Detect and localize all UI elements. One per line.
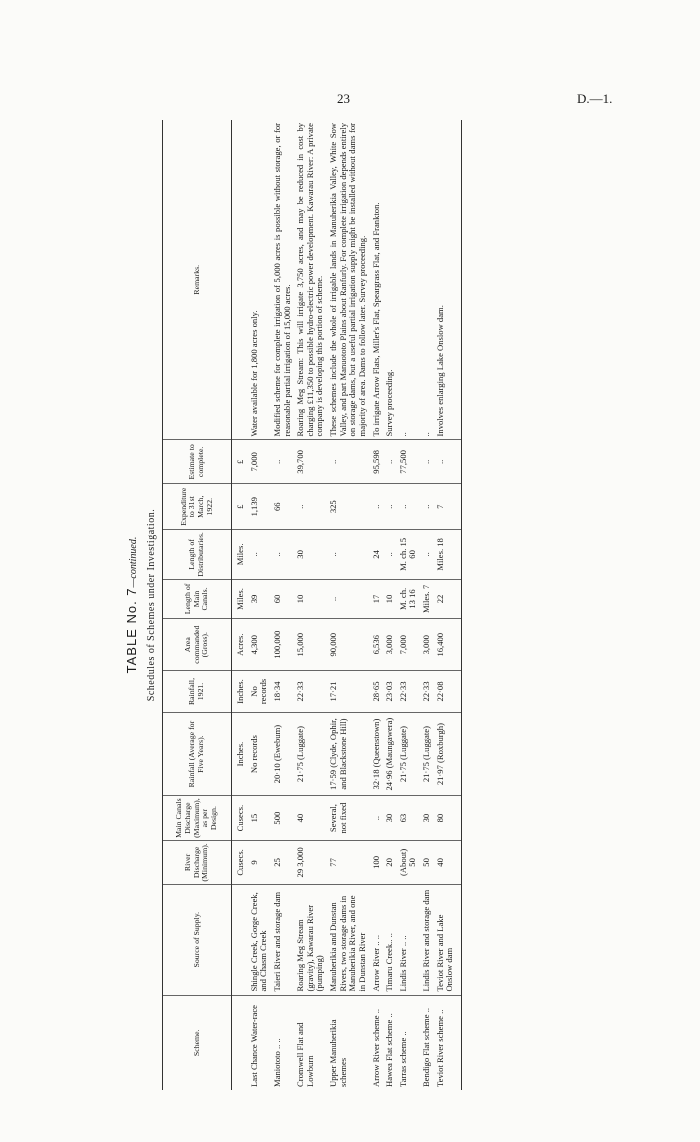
table-title-suffix: —continued. [128, 536, 139, 588]
header-rainfall-average: Rainfall (Average for Five Years). [163, 712, 232, 795]
cell-expenditure: .. [420, 484, 434, 530]
header-main-canals: Length of Main Canals. [163, 579, 232, 619]
cell-rainfall-avg: 21·75 (Luggate) [397, 712, 420, 795]
cell-area: 90,000 [327, 619, 370, 671]
cell-canal-discharge: 30 [420, 796, 434, 841]
table-row [327, 120, 370, 1090]
cell-canal-discharge: 40 [294, 796, 327, 841]
cell-area: 3,000 [420, 619, 434, 671]
cell-main-canals: 60 [271, 579, 294, 619]
cell-distributaries: .. [271, 530, 294, 579]
unit-distributaries: Miles. [232, 530, 248, 579]
cell-distributaries: M. ch. 15 60 [397, 530, 420, 579]
cell-main-canals: 10 [383, 579, 397, 619]
cell-rainfall-avg: 20·10 (Ewebum) [271, 712, 294, 795]
schemes-table [162, 120, 462, 1090]
cell-scheme: Last Chance Water-race [248, 1004, 259, 1087]
header-expenditure: Expenditure to 31st March, 1922. [163, 484, 232, 530]
rotated-table-area [120, 120, 600, 1090]
cell-source: Lindis River .. .. [397, 884, 420, 995]
table-row [397, 120, 420, 1090]
cell-rainfall-avg: 21·75 (Luggate) [420, 712, 434, 795]
cell-estimate: 95,598 [370, 440, 384, 484]
cell-source: Manuherikia and Dunstan Rivers, two storage dams in Manuherikia River, and one in Dunstan River [327, 884, 370, 995]
cell-estimate: .. [383, 440, 397, 484]
cell-source: Roaring Meg Stream (gravity), Kawarau River (pumping) [294, 884, 327, 995]
unit-area: Acres. [232, 619, 248, 671]
cell-canal-discharge: Several, not fixed [327, 796, 370, 841]
table-title [124, 120, 139, 1090]
unit-estimate: £ [232, 440, 248, 484]
cell-remarks: Involves enlarging Lake Onslow dam. [434, 120, 462, 440]
page-number: 23 [337, 91, 350, 106]
table-title-text: TABLE No. 7 [124, 587, 139, 674]
header-distributaries: Length of Distributaries. [163, 530, 232, 579]
cell-estimate: 39,700 [294, 440, 327, 484]
cell-scheme: Teviot River scheme .. [434, 995, 462, 1090]
cell-canal-discharge: 80 [434, 796, 462, 841]
cell-distributaries: .. [327, 530, 370, 579]
cell-rainfall-avg: No records [248, 712, 271, 795]
cell-area: 100,000 [271, 619, 294, 671]
cell-rainfall-1921: 23·03 [383, 671, 397, 713]
header-source: Source of Supply. [163, 884, 232, 995]
cell-remarks: To irrigate Arrow Flats, Miller's Flat, Speargrass Flat, and Frankton. [370, 120, 384, 440]
cell-expenditure: 1,139 [248, 484, 271, 530]
cell-source: Timaru Creek.. .. [383, 884, 397, 995]
header-estimate: Estimate to complete. [163, 440, 232, 484]
cell-distributaries: .. [248, 530, 271, 579]
cell-river-discharge: 40 [434, 840, 462, 884]
header-canal-discharge: Main Canals Discharge (Maximum), as per Design. [163, 796, 232, 841]
cell-rainfall-1921: 22·33 [397, 671, 420, 713]
cell-expenditure: .. [383, 484, 397, 530]
cell-expenditure: .. [370, 484, 384, 530]
unit-river-discharge: Cusecs. [232, 840, 248, 884]
cell-rainfall-1921: 17·21 [327, 671, 370, 713]
unit-canal-discharge: Cusecs. [232, 796, 248, 841]
cell-area: 3,000 [383, 619, 397, 671]
header-remarks: Remarks. [163, 120, 232, 440]
cell-main-canals: 17 [370, 579, 384, 619]
cell-rainfall-1921: 18·34 [271, 671, 294, 713]
table-row [271, 120, 294, 1090]
cell-expenditure: 7 [434, 484, 462, 530]
unit-expenditure: £ [232, 484, 248, 530]
cell-source: Taieri River and storage dam [271, 884, 294, 995]
unit-main-canals: Miles. [232, 579, 248, 619]
cell-area: 16,400 [434, 619, 462, 671]
table-row [294, 120, 327, 1090]
header-row [163, 120, 232, 1090]
cell-scheme: Arrow River scheme .. [370, 1008, 381, 1087]
cell-remarks: .. [397, 120, 420, 440]
cell-river-discharge: 77 [327, 840, 370, 884]
cell-remarks: Modified scheme for complete irrigation of 5,000 acres is possible without storage, or for reasonable partial irrigation of 15,000 acres. [271, 120, 294, 440]
page-reference: D.—1. [577, 91, 613, 106]
cell-remarks: .. [420, 120, 434, 440]
unit-rainfall-1921: Inches. [232, 671, 248, 713]
table-row [434, 120, 462, 1090]
cell-source: Teviot River and Lake Onslow dam [434, 884, 462, 995]
cell-main-canals: 39 [248, 579, 271, 619]
cell-canal-discharge: 63 [397, 796, 420, 841]
cell-rainfall-avg: 21·97 (Roxburgh) [434, 712, 462, 795]
header-rainfall-1921: Rainfall, 1921. [163, 671, 232, 713]
cell-remarks: Roaring Meg Stream: This will irrigate 3,750 acres, and may be reduced in cost by charging £11,350 to possible hydro-electric power development. Kawarau River: A private company is developing this portion of scheme. [294, 120, 327, 440]
cell-scheme: Hawea Flat scheme .. [384, 1013, 395, 1087]
cell-remarks: Survey proceeding. [383, 120, 397, 440]
cell-rainfall-avg: 32·18 (Queenstown) [370, 712, 384, 795]
cell-area: 4,300 [248, 619, 271, 671]
cell-expenditure: 325 [327, 484, 370, 530]
cell-remarks: These schemes include the whole of irrigable lands in Manuherikia Valley, White Sow Valley, and part Manuototo Plains about Ranfurly. For complete irrigation depends entirely on storage dams, but a useful partial irrigation supply might be installed without dams for majority of area. Dams to follow later. Survey proceeding. [327, 120, 370, 440]
cell-river-discharge: 9 [248, 840, 271, 884]
cell-canal-discharge: .. [370, 796, 384, 841]
cell-rainfall-avg: 24·96 (Maungawera) [383, 712, 397, 795]
cell-river-discharge: 29 3,000 [294, 840, 327, 884]
cell-main-canals: M. ch. 13 16 [397, 579, 420, 619]
cell-source: Shingle Creek, Gorge Creek, and Chasm Creek [248, 884, 271, 995]
cell-estimate: 7,000 [248, 440, 271, 484]
cell-main-canals: .. [327, 579, 370, 619]
cell-scheme: Upper Manuherikia schemes [328, 1019, 348, 1087]
cell-remarks: Water available for 1,800 acres only. [248, 120, 271, 440]
table-row [370, 120, 384, 1090]
table-body [248, 120, 462, 1090]
cell-estimate: .. [327, 440, 370, 484]
cell-river-discharge: 25 [271, 840, 294, 884]
cell-expenditure: 66 [271, 484, 294, 530]
cell-rainfall-1921: 22·08 [434, 671, 462, 713]
cell-rainfall-1921: 22·33 [294, 671, 327, 713]
table-row [420, 120, 434, 1090]
cell-rainfall-1921: 22·33 [420, 671, 434, 713]
cell-estimate: 77,500 [397, 440, 420, 484]
cell-distributaries: 30 [294, 530, 327, 579]
cell-main-canals: Miles. 7 [420, 579, 434, 619]
cell-rainfall-1921: 28·65 [370, 671, 384, 713]
cell-area: 15,000 [294, 619, 327, 671]
cell-scheme: Bendigo Flat scheme .. [421, 1007, 431, 1087]
cell-scheme: Tarras scheme .. [397, 1031, 408, 1087]
cell-distributaries: Miles. 18 [434, 530, 462, 579]
cell-scheme: Cromwell Flat and Lowburn [295, 1022, 315, 1087]
cell-river-discharge: (About) 50 [397, 840, 420, 884]
cell-scheme: Maniototo .. .. [271, 1038, 282, 1087]
header-area: Area commanded (Gross). [163, 619, 232, 671]
table-row [248, 120, 271, 1090]
cell-canal-discharge: 30 [383, 796, 397, 841]
header-scheme: Scheme. [163, 995, 232, 1090]
cell-source: Lindis River and storage dam [420, 884, 434, 995]
cell-rainfall-avg: 17·59 (Clyde, Ophir, and Blackstone Hill) [327, 712, 370, 795]
cell-area: 7,000 [397, 619, 420, 671]
cell-river-discharge: 100 [370, 840, 384, 884]
cell-main-canals: 10 [294, 579, 327, 619]
table-row [383, 120, 397, 1090]
cell-expenditure: .. [397, 484, 420, 530]
cell-canal-discharge: 15 [248, 796, 271, 841]
cell-rainfall-1921: No records [248, 671, 271, 713]
header-river-discharge: River Discharge (Minimum). [163, 840, 232, 884]
unit-rainfall-average: Inches. [232, 712, 248, 795]
table-subtitle: Schedules of Schemes under Investigation. [146, 508, 157, 702]
cell-river-discharge: 20 [383, 840, 397, 884]
cell-canal-discharge: 500 [271, 796, 294, 841]
cell-distributaries: 24 [370, 530, 384, 579]
cell-main-canals: 22 [434, 579, 462, 619]
cell-expenditure: .. [294, 484, 327, 530]
cell-source: Arrow River .. .. [370, 884, 384, 995]
cell-distributaries: .. [420, 530, 434, 579]
cell-estimate: .. [420, 440, 434, 484]
cell-estimate: .. [434, 440, 462, 484]
cell-rainfall-avg: 21·75 (Luggate) [294, 712, 327, 795]
cell-area: 6,536 [370, 619, 384, 671]
cell-distributaries: .. [383, 530, 397, 579]
cell-river-discharge: 50 [420, 840, 434, 884]
units-row [232, 120, 248, 1090]
cell-estimate: .. [271, 440, 294, 484]
